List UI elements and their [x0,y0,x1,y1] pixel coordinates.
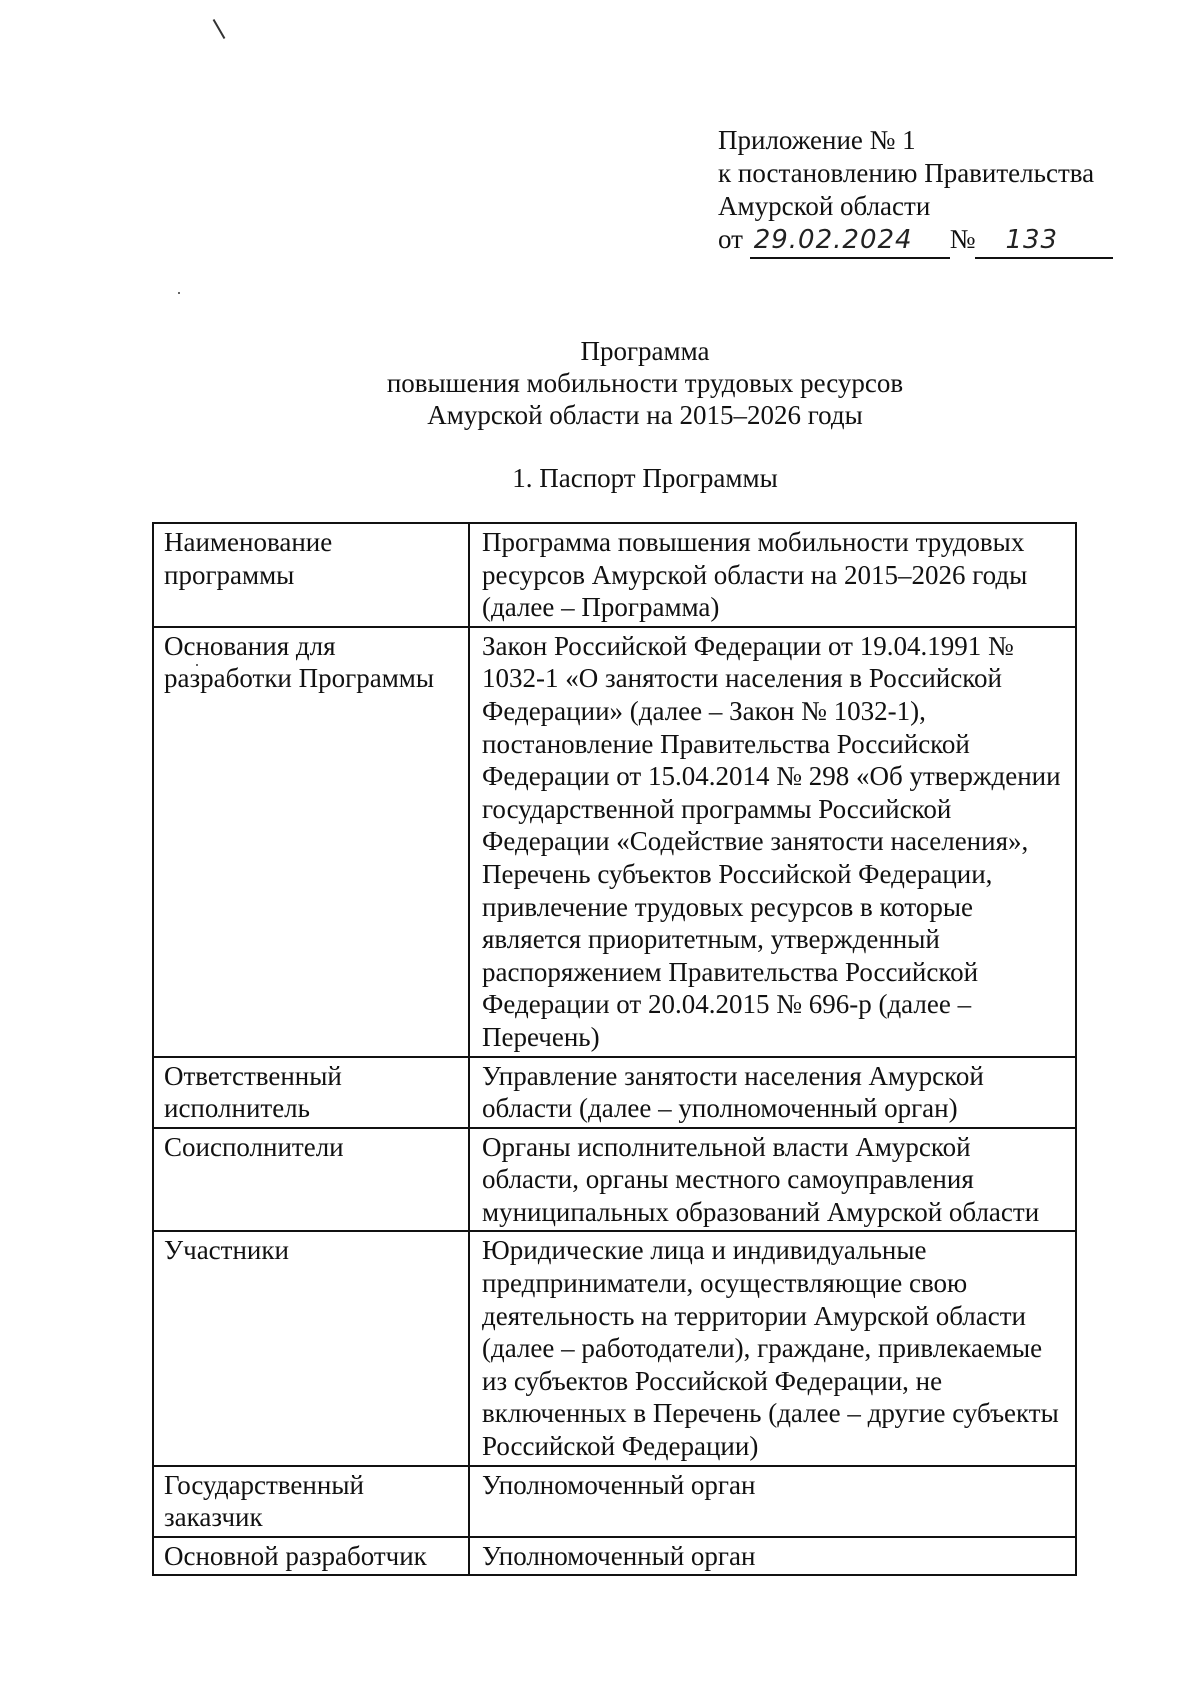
row-value: Уполномоченный орган [469,1537,1076,1576]
appendix-date-number-line [718,223,1113,259]
row-value: Управление занятости населения Амурской области (далее – уполномоченный орган) [469,1057,1076,1128]
row-label: Участники [153,1231,469,1465]
table-row [153,1231,1076,1465]
passport-table [152,522,1077,1576]
handwritten-date: 29.02.2024 [753,225,913,255]
row-label: Основной разработчик [153,1537,469,1576]
date-field [750,223,950,259]
scan-stray-mark [213,19,226,39]
number-field [975,223,1113,259]
handwritten-number: 133 [1005,225,1059,255]
table-row [153,1537,1076,1576]
program-title-line3: Амурской области на 2015–2026 годы [427,400,863,430]
row-value: Закон Российской Федерации от 19.04.1991 № 1032-1 «О занятости населения в Российской Федерации» (далее – Закон № 1032-1), постановление Правительства Российской Федерации от 15.04.2014 № 298 «Об утверждении государственной программы Российской Федерации «Содействие занятости населения», Перечень субъектов Российской Федерации, привлечение трудовых ресурсов в которые является приоритетным, утвержденный распоряжением Правительства Российской Федерации от 20.04.2015 № 696-р (далее – Перечень) [469,627,1076,1057]
row-label: Наименование программы [153,523,469,627]
section-heading: 1. Паспорт Программы [512,463,778,493]
row-label: Ответственный исполнитель [153,1057,469,1128]
table-row [153,1057,1076,1128]
program-title [0,335,1200,431]
table-row [153,1466,1076,1537]
row-value: Уполномоченный орган [469,1466,1076,1537]
row-label: Основания для разработки Программы [153,627,469,1057]
table-row [153,627,1076,1057]
row-value: Юридические лица и индивидуальные предприниматели, осуществляющие свою деятельность на территории Амурской области (далее – работодатели), граждане, привлекаемые из субъектов Российской Федерации, не включенных в Перечень (далее – другие субъекты Российской Федерации) [469,1231,1076,1465]
scan-dot [178,292,180,294]
row-value: Органы исполнительной власти Амурской области, органы местного самоуправления муниципальных образований Амурской области [469,1128,1076,1232]
row-label: Государственный заказчик [153,1466,469,1537]
row-label: Соисполнители [153,1128,469,1232]
appendix-region: Амурской области [718,191,931,221]
table-row [153,523,1076,627]
row-value: Программа повышения мобильности трудовых ресурсов Амурской области на 2015–2026 годы (далее – Программа) [469,523,1076,627]
from-label: от [718,224,743,254]
appendix-resolution-ref: к постановлению Правительства [718,158,1095,188]
program-title-line2: повышения мобильности трудовых ресурсов [386,368,904,398]
appendix-header [718,124,1113,259]
number-label: № [949,224,976,254]
program-title-line1: Программа [580,336,710,366]
appendix-title: Приложение № 1 [718,125,916,155]
table-row [153,1128,1076,1232]
